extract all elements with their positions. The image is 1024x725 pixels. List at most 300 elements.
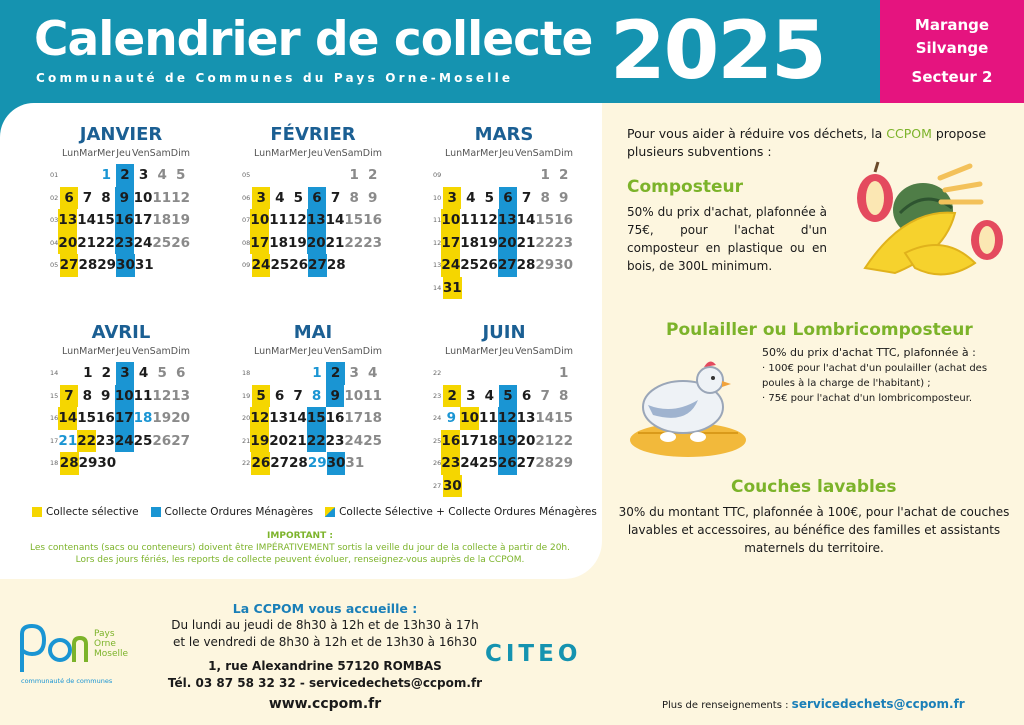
week-number: 09	[433, 171, 442, 180]
day-cell: 26	[479, 257, 498, 273]
weekday-label: Mer	[97, 346, 116, 357]
day-cell: 3	[116, 362, 135, 385]
legend-item-mixed	[325, 506, 597, 518]
week-row	[222, 254, 382, 277]
week-number: 27	[433, 481, 442, 490]
day-cell: 28	[78, 257, 98, 273]
weekday-label: Ven	[515, 346, 533, 357]
day-cell: 8	[82, 387, 92, 404]
day-cell: 4	[484, 387, 495, 404]
week-row	[413, 277, 573, 300]
day-cell: 18	[152, 212, 172, 228]
day-cell: 5	[252, 385, 271, 408]
day-cell: 25	[460, 257, 480, 273]
poulailler-block	[762, 345, 997, 406]
day-cell: 10	[250, 209, 269, 232]
day-cell: 13	[269, 410, 289, 426]
day-cell: 15	[535, 212, 555, 228]
day-cell: 15	[77, 410, 97, 426]
weekday-label: Mar	[462, 346, 481, 357]
day-cell: 20	[58, 232, 77, 255]
day-cell: 23	[115, 232, 134, 255]
week-number: 16	[50, 414, 59, 423]
month-name: FÉVRIER	[270, 124, 356, 145]
day-cell: 10	[441, 209, 460, 232]
yellow-swatch-icon	[32, 507, 42, 517]
day-cell: 15	[307, 407, 326, 430]
week-number: 13	[433, 261, 442, 270]
weekday-label: Lun	[254, 148, 272, 159]
couches-text: 30% du montant TTC, plafonnée à 100€, pour l'achat de couches lavables et accessoires, au bénéfice des familles et assistants maternels du territoire.	[618, 505, 1010, 555]
day-cell: 10	[133, 189, 153, 206]
week-number: 23	[433, 391, 442, 400]
weekday-row	[413, 346, 573, 362]
legend-item-selective	[32, 506, 139, 518]
month-march	[413, 124, 573, 299]
day-cell: 19	[288, 234, 307, 251]
day-cell: 18	[460, 234, 480, 251]
week-list	[222, 164, 382, 277]
day-cell: 20	[498, 232, 517, 255]
day-cell: 31	[345, 455, 365, 471]
composteur-title: Composteur	[627, 177, 743, 197]
day-cell: 17	[250, 232, 269, 255]
intro-text: Pour vous aider à réduire vos déchets, la	[627, 126, 887, 141]
weekday-label: Ven	[132, 346, 150, 357]
week-row	[30, 452, 190, 475]
day-cell: 30	[97, 455, 117, 471]
day-cell: 1	[101, 167, 112, 183]
day-cell: 13	[498, 209, 517, 232]
month-name: MARS	[474, 124, 534, 145]
day-cell: 4	[466, 189, 476, 206]
website-link[interactable]: www.ccpom.fr	[268, 696, 382, 712]
day-cell: 16	[96, 410, 115, 426]
day-cell: 12	[498, 407, 517, 430]
day-cell: 27	[60, 254, 79, 277]
day-cell: 22	[535, 234, 555, 251]
weekday-label: Jeu	[116, 346, 131, 357]
day-cell: 18	[363, 410, 382, 426]
day-cell: 23	[325, 432, 345, 449]
day-cell: 5	[484, 189, 495, 206]
week-number: 22	[433, 369, 442, 378]
page-title: Calendrier de collecte	[34, 12, 593, 67]
weekday-label: Mar	[462, 148, 481, 159]
day-cell: 16	[363, 212, 382, 228]
phone-email: Tél. 03 87 58 32 32 - servicedechets@ccpom.fr	[167, 676, 483, 690]
weekday-label: Sam	[532, 346, 554, 357]
day-cell: 20	[307, 232, 326, 255]
day-cell: 4	[275, 189, 285, 206]
day-cell: 22	[96, 234, 115, 251]
contact-block	[130, 600, 520, 713]
day-cell: 17	[441, 232, 460, 255]
day-cell: 9	[446, 410, 457, 426]
week-row	[222, 187, 382, 210]
weekday-label: Jeu	[499, 148, 514, 159]
week-row	[222, 430, 382, 453]
week-number: 04	[50, 238, 59, 247]
week-number: 22	[242, 459, 251, 468]
week-number: 21	[242, 436, 251, 445]
day-cell: 8	[540, 189, 550, 206]
month-january	[30, 124, 190, 277]
week-number: 09	[242, 261, 251, 270]
day-cell: 2	[559, 167, 569, 183]
citeo-logo: CITEO	[485, 641, 582, 667]
day-cell: 6	[499, 187, 518, 210]
day-cell: 28	[535, 455, 555, 471]
weekday-label: Ven	[324, 148, 342, 159]
day-cell: 25	[133, 432, 153, 449]
subsidies-intro	[627, 125, 1002, 161]
month-june	[413, 322, 573, 497]
month-april	[30, 322, 190, 475]
weekday-label: Dim	[170, 148, 190, 159]
day-cell: 25	[270, 257, 290, 273]
day-cell: 24	[133, 234, 153, 251]
weekday-label: Sam	[341, 148, 363, 159]
week-number: 12	[433, 238, 442, 247]
day-cell: 25	[152, 234, 172, 251]
weekday-label: Dim	[362, 148, 382, 159]
weekday-label: Ven	[515, 148, 533, 159]
hours-line-1: Du lundi au jeudi de 8h30 à 12h et de 13h30 à 17h	[171, 618, 479, 632]
week-row	[413, 407, 573, 430]
day-cell: 9	[368, 189, 378, 206]
day-cell: 24	[441, 254, 460, 277]
day-cell: 8	[559, 387, 569, 404]
week-number: 15	[50, 391, 59, 400]
week-row	[413, 430, 573, 453]
day-cell: 25	[363, 432, 382, 449]
contact-email-link[interactable]: servicedechets@ccpom.fr	[791, 697, 965, 711]
weekday-label: Ven	[132, 148, 150, 159]
day-cell: 12	[250, 407, 269, 430]
sector-box	[880, 0, 1024, 103]
day-cell: 6	[176, 365, 186, 381]
logo-tagline: communauté de communes	[21, 677, 113, 685]
day-cell: 8	[311, 387, 322, 404]
day-cell: 27	[270, 455, 290, 471]
day-cell: 4	[368, 365, 378, 381]
week-list	[30, 164, 190, 277]
day-cell: 21	[325, 234, 345, 251]
week-row	[222, 362, 382, 385]
more-info	[662, 697, 965, 711]
day-cell: 2	[368, 167, 378, 183]
day-cell: 9	[326, 385, 345, 408]
day-cell: 17	[460, 432, 480, 449]
day-cell: 7	[82, 189, 93, 206]
weekday-label: Mar	[79, 148, 98, 159]
poulailler-intro: 50% du prix d'achat TTC, plafonnée à :	[762, 346, 976, 359]
day-cell: 23	[363, 234, 382, 251]
day-cell: 7	[60, 385, 78, 408]
week-row	[413, 452, 573, 475]
day-cell: 30	[443, 475, 462, 498]
poulailler-item-1: · 100€ pour l'achat d'un poulailler (achat des poules à la charge de l'habitant) ;	[762, 363, 988, 389]
address: 1, rue Alexandrine 57120 ROMBAS	[208, 659, 442, 673]
day-cell: 21	[58, 432, 78, 449]
week-row	[413, 475, 573, 498]
legend-label: Collecte Sélective + Collecte Ordures Ménagères	[339, 506, 597, 518]
weekday-row	[413, 148, 573, 164]
day-cell: 9	[559, 189, 569, 206]
week-number: 24	[433, 414, 442, 423]
day-cell: 23	[96, 432, 115, 449]
day-cell: 29	[535, 257, 555, 273]
day-cell: 14	[77, 212, 97, 228]
day-cell: 1	[312, 365, 322, 381]
day-cell: 29	[97, 257, 117, 273]
legend-label: Collecte Ordures Ménagères	[164, 506, 314, 518]
week-number: 08	[242, 238, 251, 247]
day-cell: 17	[133, 212, 153, 228]
week-list	[413, 164, 573, 299]
week-number: 18	[50, 459, 59, 468]
weekday-label: Lun	[62, 346, 80, 357]
week-row	[30, 187, 190, 210]
weekday-label: Sam	[532, 148, 554, 159]
logo-moselle: Moselle	[94, 649, 129, 659]
day-cell: 21	[535, 432, 555, 449]
day-cell: 8	[101, 189, 111, 206]
day-cell: 9	[100, 387, 111, 404]
weekday-label: Sam	[149, 148, 171, 159]
day-cell: 2	[443, 385, 462, 408]
day-cell: 30	[116, 254, 135, 277]
blue-swatch-icon	[151, 507, 161, 517]
ccpom-logo-icon	[16, 624, 94, 674]
day-cell: 12	[152, 387, 172, 404]
week-row	[30, 232, 190, 255]
day-cell: 29	[307, 455, 327, 471]
day-cell: 5	[499, 385, 518, 408]
day-cell: 16	[115, 209, 134, 232]
day-cell: 24	[115, 430, 134, 453]
day-cell: 8	[349, 189, 359, 206]
week-number: 19	[242, 391, 251, 400]
day-cell: 19	[479, 234, 498, 251]
day-cell: 28	[516, 257, 536, 273]
weekday-label: Mer	[97, 148, 116, 159]
weekday-label: Mer	[289, 148, 308, 159]
day-cell: 10	[460, 407, 479, 430]
weekday-row	[30, 148, 190, 164]
day-cell: 19	[171, 212, 190, 228]
day-cell: 23	[441, 452, 460, 475]
weekday-row	[222, 148, 382, 164]
day-cell: 3	[252, 187, 271, 210]
day-cell: 16	[554, 212, 573, 228]
day-cell: 1	[559, 365, 569, 381]
day-cell: 14	[535, 410, 555, 426]
day-cell: 30	[554, 257, 573, 273]
day-cell: 11	[133, 387, 153, 404]
day-cell: 29	[554, 455, 573, 471]
legend-label: Collecte sélective	[46, 506, 139, 518]
day-cell: 29	[78, 455, 98, 471]
week-list	[413, 362, 573, 497]
week-number: 06	[242, 193, 251, 202]
weekday-label: Dim	[553, 346, 573, 357]
day-cell: 26	[171, 234, 190, 251]
week-list	[30, 362, 190, 475]
day-cell: 18	[269, 234, 289, 251]
day-cell: 13	[307, 209, 326, 232]
day-cell: 19	[152, 410, 172, 426]
day-cell: 27	[498, 254, 517, 277]
day-cell: 15	[344, 212, 364, 228]
day-cell: 20	[171, 410, 190, 426]
day-cell: 10	[115, 385, 134, 408]
day-cell: 14	[325, 212, 345, 228]
week-row	[30, 407, 190, 430]
week-row	[222, 209, 382, 232]
day-cell: 22	[554, 432, 573, 449]
weekday-label: Dim	[553, 148, 573, 159]
day-cell: 1	[83, 365, 93, 381]
town-1: Marange	[914, 16, 990, 34]
week-number: 05	[50, 261, 59, 270]
week-row	[30, 362, 190, 385]
day-cell: 11	[152, 189, 172, 206]
month-name: MAI	[293, 322, 333, 343]
important-line-1: Les contenants (sacs ou conteneurs) doivent être IMPÉRATIVEMENT sortis la veille du jour de la collecte à partir de 20h.	[30, 543, 570, 553]
logo-pays: Pays	[94, 629, 115, 639]
week-number: 02	[50, 193, 59, 202]
week-number: 01	[50, 171, 59, 180]
month-name: AVRIL	[91, 322, 151, 343]
week-list	[222, 362, 382, 475]
week-number: 14	[433, 283, 442, 292]
day-cell: 24	[344, 432, 364, 449]
weekday-label: Lun	[445, 148, 463, 159]
header-banner	[0, 0, 880, 103]
weekday-row	[30, 346, 190, 362]
day-cell: 1	[349, 167, 359, 183]
composteur-text: 50% du prix d'achat, plafonnée à 75€, pour l'achat d'un composteur en plastique ou en bois, de 300L minimum.	[627, 205, 827, 273]
day-cell: 20	[516, 432, 536, 449]
day-cell: 2	[101, 365, 112, 381]
intro-text-end: propose plusieurs subventions :	[627, 126, 987, 159]
day-cell: 14	[58, 407, 77, 430]
weekday-label: Mer	[480, 346, 499, 357]
day-cell: 5	[176, 167, 186, 183]
day-cell: 21	[77, 234, 97, 251]
day-cell: 28	[60, 452, 79, 475]
day-cell: 12	[479, 212, 498, 228]
week-row	[222, 452, 382, 475]
day-cell: 3	[138, 167, 149, 183]
day-cell: 28	[326, 257, 346, 273]
week-number: 26	[433, 459, 442, 468]
logo-orne: Orne	[94, 639, 116, 649]
poulailler-item-2: · 75€ pour l'achat d'un lombricomposteur.	[762, 393, 973, 404]
poulailler-title: Poulailler ou Lombricomposteur	[666, 320, 973, 340]
hours-line-2: et le vendredi de 8h30 à 12h et de 13h30 à 16h30	[173, 635, 477, 649]
year-label: 2025	[610, 4, 825, 97]
day-cell: 3	[349, 365, 359, 381]
week-row	[413, 164, 573, 187]
weekday-label: Lun	[445, 346, 463, 357]
week-number: 07	[242, 216, 251, 225]
week-number: 10	[433, 193, 442, 202]
day-cell: 22	[307, 430, 326, 453]
day-cell: 27	[171, 432, 190, 449]
hen-icon	[628, 345, 748, 460]
day-cell: 16	[441, 430, 460, 453]
day-cell: 22	[344, 234, 364, 251]
day-cell: 17	[344, 410, 364, 426]
week-number: 05	[242, 171, 251, 180]
week-row	[413, 254, 573, 277]
day-cell: 26	[498, 452, 517, 475]
week-row	[30, 209, 190, 232]
week-number: 17	[50, 436, 59, 445]
day-cell: 21	[516, 234, 536, 251]
week-number: 25	[433, 436, 442, 445]
weekday-label: Ven	[324, 346, 342, 357]
compost-waste-icon	[845, 158, 1015, 293]
week-number: 18	[242, 369, 251, 378]
weekday-label: Mer	[480, 148, 499, 159]
day-cell: 19	[498, 430, 517, 453]
day-cell: 9	[115, 187, 133, 210]
day-cell: 24	[460, 455, 480, 471]
day-cell: 23	[554, 234, 573, 251]
day-cell: 26	[289, 257, 309, 273]
mixed-swatch-icon	[325, 507, 335, 517]
weekday-label: Mar	[79, 346, 98, 357]
day-cell: 31	[134, 257, 154, 273]
week-row	[222, 407, 382, 430]
week-row	[413, 232, 573, 255]
day-cell: 15	[554, 410, 573, 426]
week-row	[413, 385, 573, 408]
day-cell: 5	[157, 365, 167, 381]
week-number: 14	[50, 369, 59, 378]
day-cell: 6	[308, 187, 327, 210]
town-2: Silvange	[915, 39, 989, 57]
day-cell: 7	[521, 189, 532, 206]
day-cell: 10	[344, 387, 364, 404]
day-cell: 20	[269, 432, 289, 449]
day-cell: 31	[443, 277, 462, 300]
day-cell: 6	[274, 387, 285, 404]
day-cell: 7	[540, 387, 550, 404]
day-cell: 26	[152, 432, 172, 449]
logo-text	[94, 629, 128, 659]
day-cell: 13	[516, 410, 536, 426]
intro-brand: CCPOM	[886, 126, 932, 141]
day-cell: 18	[133, 410, 153, 426]
contact-heading: La CCPOM vous accueille :	[232, 601, 418, 616]
month-name: JUIN	[482, 322, 526, 343]
day-cell: 7	[293, 387, 303, 404]
day-cell: 25	[479, 455, 498, 471]
weekday-label: Jeu	[499, 346, 514, 357]
week-row	[413, 209, 573, 232]
page-subtitle: Communauté de Communes du Pays Orne-Moselle	[36, 71, 514, 85]
week-number: 03	[50, 216, 59, 225]
day-cell: 28	[289, 455, 308, 471]
day-cell: 1	[540, 167, 550, 183]
weekday-label: Jeu	[308, 346, 323, 357]
day-cell: 27	[516, 455, 536, 471]
